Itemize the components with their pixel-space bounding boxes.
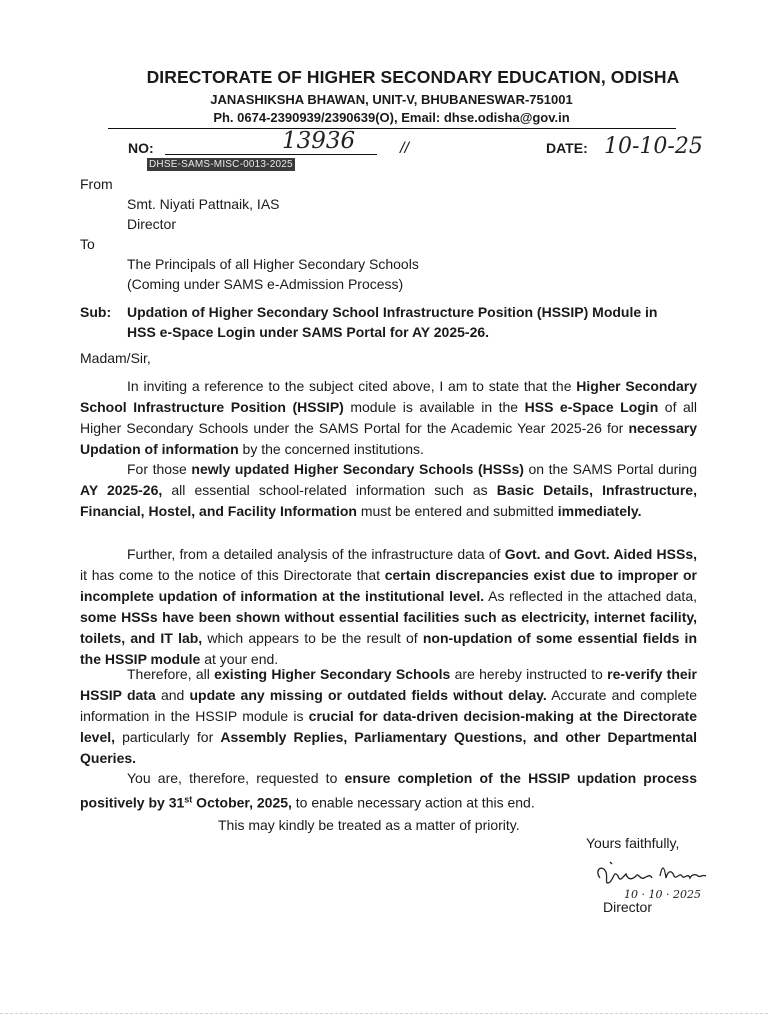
p5-sup: st [184, 794, 193, 804]
p3-bold-d: certain discrepancies exist due to improper or incomplete updation of information at the institutional level. [80, 567, 698, 604]
p3-bold-b: Govt. and Govt. Aided HSSs, [504, 546, 697, 562]
paragraph-2 [80, 459, 697, 522]
p4-bold-b: existing Higher Secondary Schools [214, 666, 451, 682]
subject-line-2: HSS e-Space Login under SAMS Portal for AY 2025-26. [127, 324, 490, 340]
p3-bold-f: some HSSs have been shown without essential facilities such as electricity, internet facility, toilets, and IT lab, [80, 609, 697, 646]
p3-text-e: As reflected in the attached data, [484, 588, 698, 604]
file-number-stamp: DHSE-SAMS-MISC-0013-2025 [149, 159, 293, 170]
to-label: To [80, 236, 95, 252]
p4-bold-j: Assembly Replies, Parliamentary Questions, and other Departmental Queries. [80, 729, 697, 766]
sender-designation: Director [127, 216, 177, 232]
p4-text-e: and [155, 687, 190, 703]
yours-faithfully: Yours faithfully, [586, 835, 680, 851]
date-label: DATE: [546, 140, 588, 156]
p5-bold-b: ensure completion of the HSSIP updation process positively by 31 [80, 770, 697, 811]
p2-bold-h: immediately. [557, 503, 642, 519]
p1-text-e: of all Higher Secondary Schools under the SAMS Portal for the Academic Year 2025-26 for [80, 399, 697, 436]
svg-text:10 · 10 · 2025: 10 · 10 · 2025 [624, 888, 701, 901]
directorate-title: DIRECTORATE OF HIGHER SECONDARY EDUCATION, ODISHA [146, 67, 680, 87]
scan-edge-line [0, 1013, 768, 1014]
letter-number-separator: // [400, 140, 409, 157]
p3-text-g: which appears to be the result of [202, 630, 423, 646]
p4-text-a: Therefore, all [127, 666, 215, 682]
signatory-designation: Director [603, 899, 653, 915]
header-divider [108, 128, 676, 129]
salutation: Madam/Sir, [80, 350, 151, 366]
p1-text-a: In inviting a reference to the subject cited above, I am to state that the [127, 378, 577, 394]
p1-bold-f: necessary Updation of information [80, 420, 697, 457]
paragraph-3 [80, 544, 697, 670]
subject-label: Sub: [80, 304, 112, 320]
sender-name: Smt. Niyati Pattnaik, IAS [127, 196, 280, 212]
p1-text-c: module is available in the [343, 399, 525, 415]
recipient-line-1: The Principals of all Higher Secondary Schools [127, 256, 419, 272]
p2-text-e: all essential school-related information such as [162, 482, 497, 498]
directorate-address: JANASHIKSHA BHAWAN, UNIT-V, BHUBANESWAR-751001 [210, 92, 573, 107]
subject-line-1: Updation of Higher Secondary School Infrastructure Position (HSSIP) Module in [127, 304, 658, 320]
p2-text-c: on the SAMS Portal during [523, 461, 697, 477]
p4-bold-f: update any missing or outdated fields without delay. [189, 687, 547, 703]
p4-text-g: Accurate and complete information in the HSSIP module is [80, 687, 698, 724]
directorate-contact: Ph. 0674-2390939/2390639(O), Email: dhse.odisha@gov.in [213, 110, 570, 125]
date-value: 10-10-25 [604, 134, 703, 159]
paragraph-5 [80, 768, 697, 814]
p1-bold-d: HSS e-Space Login [524, 399, 659, 415]
p1-text-g: by the concerned institutions. [238, 441, 424, 457]
p1-bold-b: Higher Secondary School Infrastructure Position (HSSIP) [80, 378, 697, 415]
p4-bold-d: re-verify their HSSIP data [80, 666, 697, 703]
paragraph-4 [80, 664, 697, 769]
p2-text-g: must be entered and submitted [356, 503, 558, 519]
priority-line: This may kindly be treated as a matter of priority. [218, 817, 520, 833]
letter-number-label: NO: [128, 140, 154, 156]
p4-bold-h: crucial for data-driven decision-making at the Directorate level, [80, 708, 697, 745]
p5-bold-c: October, 2025, [192, 794, 292, 811]
from-label: From [80, 176, 113, 192]
p4-text-c: are hereby instructed to [450, 666, 608, 682]
p2-text-a: For those [127, 461, 192, 477]
p2-bold-d: AY 2025-26, [80, 482, 163, 498]
recipient-line-2: (Coming under SAMS e-Admission Process) [127, 276, 404, 292]
director-signature [590, 856, 768, 902]
p4-text-i: particularly for [115, 729, 221, 745]
letter-number-underline [165, 154, 377, 155]
paragraph-1 [80, 376, 697, 460]
p3-text-a: Further, from a detailed analysis of the infrastructure data of [127, 546, 505, 562]
p3-text-i: at your end. [200, 651, 279, 667]
letter-number-value: 13936 [282, 128, 356, 154]
p2-bold-b: newly updated Higher Secondary Schools (HSSs) [191, 461, 524, 477]
p5-text-d: to enable necessary action at this end. [291, 794, 535, 811]
p5-text-a: You are, therefore, requested to [127, 770, 345, 786]
p3-text-c: it has come to the notice of this Directorate that [80, 567, 385, 583]
p3-bold-h: non-updation of some essential fields in the HSSIP module [80, 630, 697, 667]
p2-bold-f: Basic Details, Infrastructure, Financial, Hostel, and Facility Information [80, 482, 697, 519]
